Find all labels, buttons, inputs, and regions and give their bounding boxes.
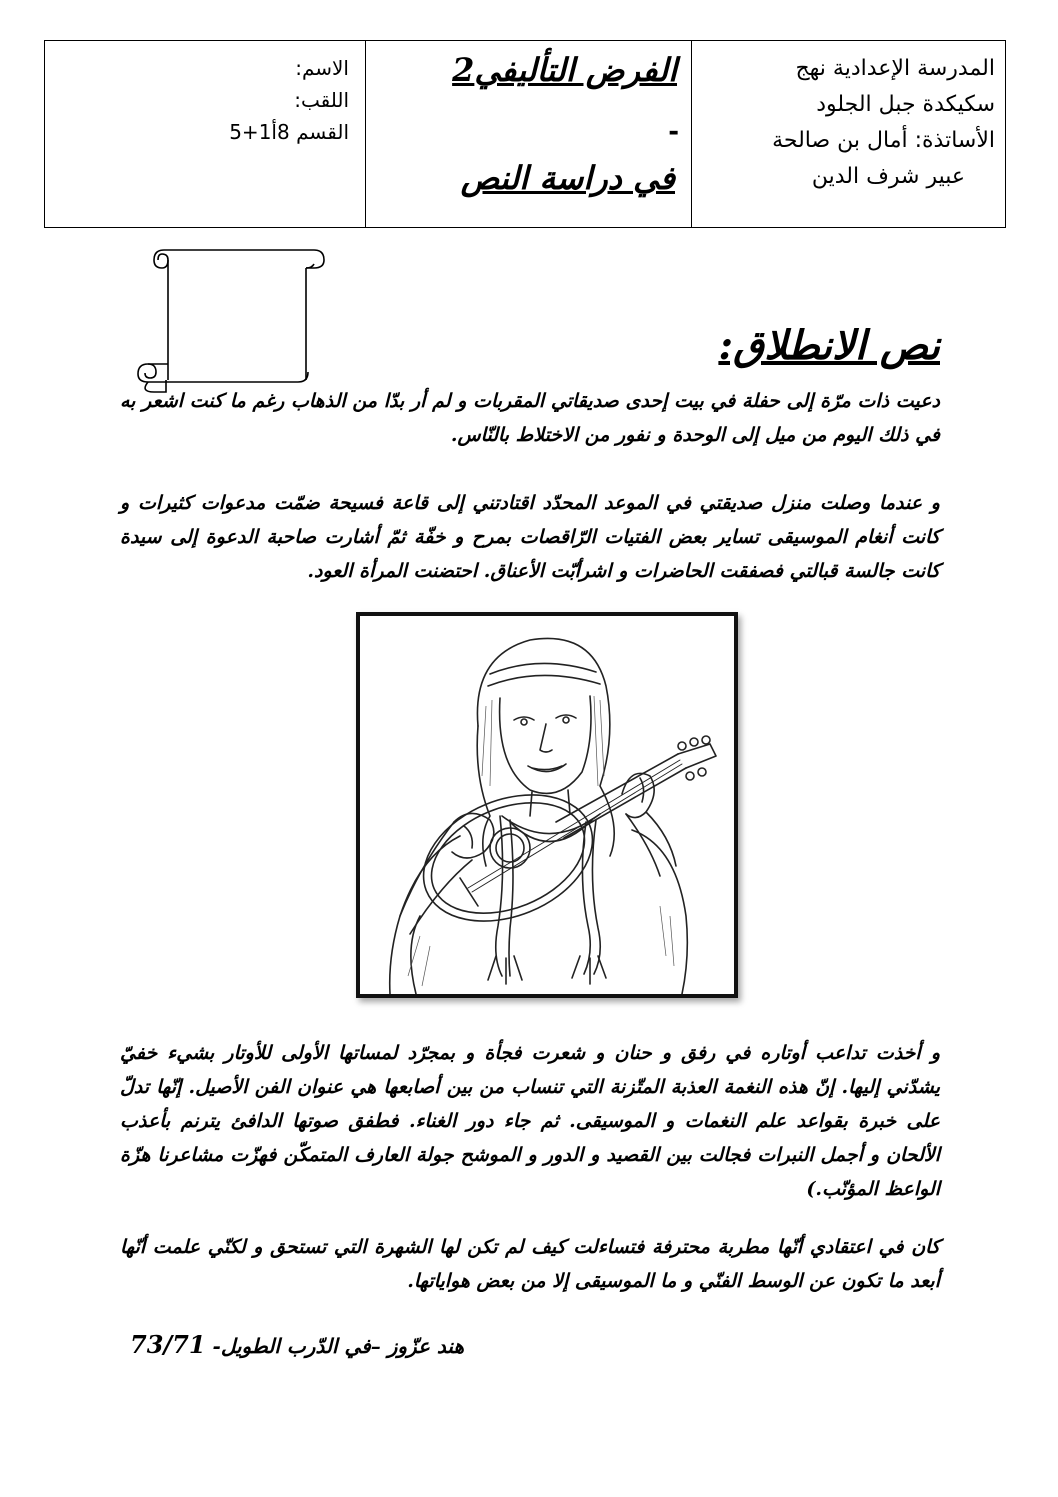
school-line-2: سكيكدة جبل الجلود [816, 92, 995, 117]
test-title-dash: - [668, 117, 679, 147]
scroll-icon [136, 246, 326, 396]
teachers-line-1: الأساتذة: أمال بن صالحة [772, 128, 995, 153]
oud-player-illustration [356, 612, 738, 998]
paragraph-1: دعيت ذات مرّة إلى حفلة في بيت إحدى صديقاتي المقربات و لم أر بدّا من الذهاب رغم ما كنت اشعر به في ذلك اليوم من ميل إلى الوحدة و نفور من الاختلاط بالنّاس. [120, 390, 940, 446]
text-title: نص الانطلاق: [718, 322, 940, 369]
class-label: القسم 8أ1+5 [229, 120, 349, 144]
paragraph-3: و أخذت تداعب أوتاره في رفق و حنان و شعرت فجأة و بمجرّد لمساتها الأولى للأوتار بشيء خفيّ يشدّني إليها. إنّ هذه النغمة العذبة المتّزنة التي تنساب من بين أصابعها هي عنوان الفن الأصيل. إنّها تدلّ على خبرة بقواعد علم النغمات و الموسيقى. ثم جاء دور الغناء. فطفق صوتها الدافئ يترنم بأعذب الألحان و أجمل النبرات فجالت بين القصيد و الدور و الموشح جولة العارف المتمكّن فهزّت مشاعرنا هزّة الواعظ المؤنّب.) [120, 1042, 940, 1200]
surname-label: اللقب: [294, 88, 349, 112]
test-title-line-2: في دراسة النص [460, 159, 675, 197]
woman-playing-oud-drawing [360, 616, 734, 994]
source-author-work: هند عزّوز –في الدّرب الطويل- [212, 1334, 465, 1358]
name-label: الاسم: [295, 56, 349, 80]
test-title-cell [365, 41, 691, 227]
paragraph-4: كان في اعتقادي أنّها مطربة محترفة فتساءلت كيف لم تكن لها الشهرة التي تستحق و لكنّي علمت أنّها أبعد ما تكون عن الوسط الفنّي و ما الموسيقى إلا من بعض هواياتها. [120, 1236, 940, 1292]
school-info-cell [691, 41, 1005, 227]
source-pages: 73/71 [130, 1330, 206, 1359]
source-citation [130, 1330, 464, 1359]
student-info-cell [45, 41, 367, 227]
school-line-1: المدرسة الإعدادية نهج [795, 56, 995, 81]
paragraph-2: و عندما وصلت منزل صديقتي في الموعد المحدّد اقتادتني إلى قاعة فسيحة ضمّت مدعوات كثيرات و كانت أنغام الموسيقى تساير بعض الفتيات الرّاقصات بمرح و خفّة ثمّ أشارت صاحبة الدعوة إلى سيدة كانت جالسة قبالتي فصفقت الحاضرات و اشرأبّت الأعناق. احتضنت المرأة العود. [120, 492, 940, 582]
test-title-line-1: الفرض التأليفي2 [452, 51, 677, 89]
teachers-line-2: عبير شرف الدين [811, 164, 965, 189]
header-table [44, 40, 1006, 228]
